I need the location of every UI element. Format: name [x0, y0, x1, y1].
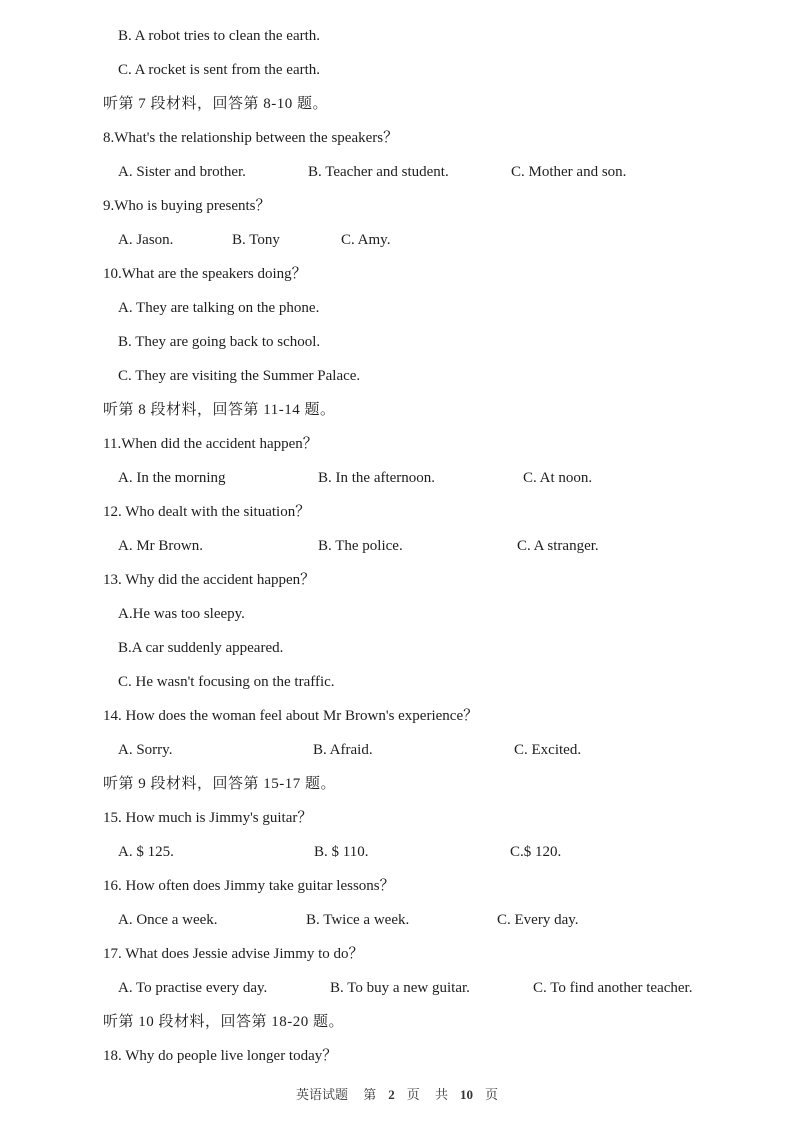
page-footer	[0, 1084, 794, 1103]
option-a: A. Jason.	[118, 232, 174, 248]
footer-total-pages: 10	[460, 1087, 474, 1102]
option-a: A. Once a week.	[118, 912, 218, 928]
footer-subject: 英语试题	[295, 1087, 348, 1102]
footer-page-number: 2	[388, 1087, 395, 1102]
option-c: C. He wasn't focusing on the traffic.	[118, 674, 335, 690]
option-c: C. Amy.	[341, 232, 391, 248]
option-b: B. Afraid.	[313, 742, 373, 758]
option-c: C. A stranger.	[517, 538, 599, 554]
question-15: 15. How much is Jimmy's guitar？	[103, 810, 313, 826]
option-c: C. To find another teacher.	[533, 980, 693, 996]
section-instruction: 听第 7 段材料，回答第 8-10 题。	[103, 96, 328, 112]
question-18: 18. Why do people live longer today？	[103, 1048, 338, 1064]
option-a: A. They are talking on the phone.	[118, 300, 320, 316]
option-text: B. A robot tries to clean the earth.	[118, 28, 321, 44]
option-b: B. Twice a week.	[306, 912, 410, 928]
question-16: 16. How often does Jimmy take guitar lessons？	[103, 878, 395, 894]
option-b: B. $ 110.	[314, 844, 369, 860]
option-c: C. They are visiting the Summer Palace.	[118, 368, 361, 384]
footer-page-prefix: 第	[363, 1087, 377, 1102]
option-a: A. To practise every day.	[118, 980, 268, 996]
option-a: A. In the morning	[118, 470, 226, 486]
question-13: 13. Why did the accident happen？	[103, 572, 316, 588]
question-11: 11.When did the accident happen？	[103, 436, 318, 452]
option-a: A. Mr Brown.	[118, 538, 203, 554]
question-8: 8.What's the relationship between the speakers？	[103, 130, 399, 146]
option-a: A.He was too sleepy.	[118, 606, 245, 622]
option-a: A. Sorry.	[118, 742, 173, 758]
option-a: A. $ 125.	[118, 844, 174, 860]
footer-page-word: 页	[406, 1087, 420, 1102]
option-c: C. Every day.	[497, 912, 579, 928]
section-instruction: 听第 8 段材料，回答第 11-14 题。	[103, 402, 336, 418]
option-a: A. Sister and brother.	[118, 164, 246, 180]
option-b: B. They are going back to school.	[118, 334, 321, 350]
question-12: 12. Who dealt with the situation？	[103, 504, 311, 520]
option-b: B. In the afternoon.	[318, 470, 436, 486]
option-c: C. Mother and son.	[511, 164, 627, 180]
option-c: C. At noon.	[523, 470, 593, 486]
footer-total-prefix: 共	[435, 1087, 449, 1102]
question-17: 17. What does Jessie advise Jimmy to do？	[103, 946, 364, 962]
question-10: 10.What are the speakers doing？	[103, 266, 307, 282]
option-b: B. Tony	[232, 232, 280, 248]
question-9: 9.Who is buying presents？	[103, 198, 271, 214]
section-instruction: 听第 10 段材料，回答第 18-20 题。	[103, 1014, 344, 1030]
option-b: B. The police.	[318, 538, 403, 554]
section-instruction: 听第 9 段材料，回答第 15-17 题。	[103, 776, 336, 792]
option-b: B.A car suddenly appeared.	[118, 640, 284, 656]
option-text: C. A rocket is sent from the earth.	[118, 62, 321, 78]
option-c: C.$ 120.	[510, 844, 562, 860]
option-c: C. Excited.	[514, 742, 582, 758]
question-14: 14. How does the woman feel about Mr Brown's experience？	[103, 708, 479, 724]
footer-total-word: 页	[485, 1087, 499, 1102]
option-b: B. Teacher and student.	[308, 164, 449, 180]
option-b: B. To buy a new guitar.	[330, 980, 470, 996]
